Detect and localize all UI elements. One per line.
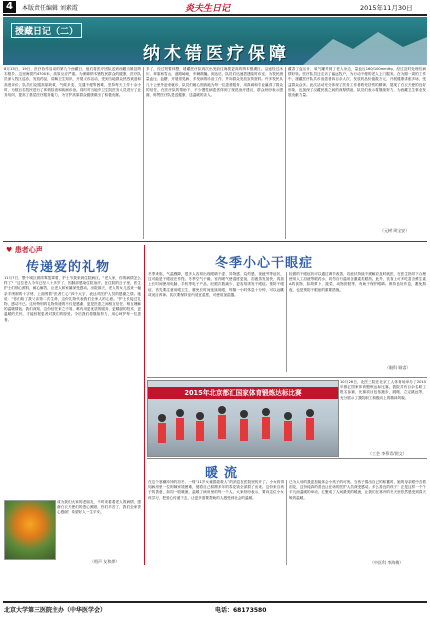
feature-banner [3, 17, 427, 65]
dry-eye-col1: 冬季来临，气温骤降，很多人容易出现眼睛干涩、异物感、烧灼感、视疲劳等症状，这可能是干眼症在作怪。冬季空气干燥，室内暖气使湿度更低，泪液蒸发加快，再加上长时间使用电脑、手机等电子产品，眨眼次数减少，更容易诱发干眼症。预防干眼症，首先要注意用眼卫生，避免长时间连续用眼，每隔一小时休息十分钟，可以远眺或闭目养神。其次要保持室内适宜湿度，可使用加湿器。 [148, 272, 284, 297]
heart-icon: ♥ [6, 246, 13, 254]
letter-title: 传递爱的礼物 [26, 260, 111, 275]
series-label: 援藏日记（二） [11, 23, 82, 38]
feature-body-col3: 藏香了血压计，氧气罐并到了老人身边，量血压160/100mmHg，经过及时处理后病情好转。医疗队员还走访了偏远牧户，为行动不便的老人上门服务。在为期一周的工作中，援藏医疗队共诊治患者四百余人次，发放药品价值数万元，开展健康讲座多场，受益群众众多。此次活动充分体现了医务工作者救死扶伤的精神，展现了白衣天使的良好形象，也加深了汉藏民族之间的深厚情谊，队员们表示将继续努力，为西藏卫生事业发展贡献力量。 [288, 67, 426, 98]
dry-eye-byline: （眼科 顾睿） [385, 365, 411, 370]
editor-line: 本版责任编辑 刘素霞 [22, 5, 78, 12]
dry-eye-title: 冬季小心干眼症 [215, 256, 314, 271]
warm-title: 暖流 [205, 466, 244, 481]
header-rule [3, 14, 427, 16]
feature-byline: （元树 周宝安） [380, 228, 410, 233]
feature-body-col1: 8月13日，19日，医疗协作启动的第九个西藏日，他们将医疗团队送到西藏当雄县纳木错乡。这里海拔约4700米，高原反应严重。为保障纳木错牧民群众的健康，医疗队员深入牧区巡诊，发放药品，讲解卫生知识，开展义诊活动，受到当地群众热烈欢迎和高度评价。队员们克服高原缺氧、气候多变、交通不便等困难，坚持每天工作十余小时，为数百名牧民进行了体格检查和疾病诊治。同时对当地乡卫生院医务人员进行了业务培训，提高了基层医疗服务能力，为守护高原群众健康做出了积极贡献。 [4, 67, 141, 98]
warm-col2: 已为人母的我更加能体会小孩子的可贵。当孩子捐出自己的积蓄时，她的母亲眼中含着泪花，这份纯真的善良让在场的医护人员深受感动。多么善良的孩子！正是这样一个个平凡而温暖的举动，汇聚成了人间最美的暖流，让我们在寒冷的冬天里依然感受到春天般的温暖。 [289, 480, 426, 500]
feature-title: 纳木错医疗保障 [143, 44, 290, 64]
event-byline: （工会 李慕青/图文） [368, 451, 407, 456]
section-divider [3, 241, 427, 242]
warm-col1: 在这个寒潮冲冲的初冬，一则“11岁女童捐款救人”的消息在医院里传开了。小女孩得知病房里一位阿姨家境困难，便将自己积攒多年的零花钱全部捐了出来。这份来自孩子的善意，如同一股暖流，温暖了病房里的每一个人。大家纷纷表示，要向这位小女孩学习，把爱心传递下去，让更多需要帮助的人感受到社会的温暖。 [148, 480, 284, 500]
event-caption: 10月26日，北医三院在北京工人体育场举办了2015年都汇国家体育锻炼达标比赛。我院共有百余名职工报名参赛，比赛项目包括跑步、跳绳、立定跳远等，充分展示了我院职工积极向上的精神风貌。 [340, 380, 426, 400]
letter-byline: （相声 友和烨） [90, 559, 120, 564]
column-rule [285, 67, 286, 239]
event-banner: 2015年北京都汇国家体育锻炼达标比赛 [148, 387, 338, 399]
page-number: 4 [3, 1, 16, 13]
column-rule [286, 272, 287, 372]
column-rule [286, 480, 287, 565]
letter-body: 11月7日，整个城区被浓雾笼罩着，护士节我来到住院病区。“老人家，你的病情怎么样了？”这位老人今年已经八十多岁了，因肺部感染住院治疗。在住院的日子里，医生护士们细心照料，耐心解答，让老人和家属深受感动。出院那天，老人的女儿送来一幅亲手绣制的十字绣，上面绣着“医者仁心”四个大字，表达对医护人员的感谢之情。她说：“你们给了我父亲第二次生命，这份礼物代表我们全家人的心意。”护士长接过礼物，感动不已。这份特别的礼物传递的不仅是感谢，更是医患之间相互信任、相互理解的温暖情谊。我们深知，这份信任来之不易，唯有用更优质的服务、更精湛的技术、更温暖的关怀，才能回报患者对我们的厚爱。今后我们将继续努力，用心呵护每一位患者。 [4, 276, 141, 322]
issue-date: 2015年11月30日 [360, 4, 413, 12]
footer-phone: 电话：68173580 [215, 607, 267, 614]
warm-byline: （中医科 李海梅） [370, 560, 404, 565]
footer-rule [3, 601, 427, 603]
letter-body-end: 成为我们大家的老朋友，不时来看看老人的病情，感谢白衣天使们的悉心照顾，你们辛苦了，我们全家衷心感谢！希望好人一生平安。 [57, 500, 141, 515]
section-tag [6, 245, 43, 255]
flower-photo [4, 500, 56, 560]
event-photo [147, 380, 339, 457]
column-rule [144, 245, 145, 565]
participants-graphic [148, 403, 338, 456]
mountain-graphic [303, 27, 427, 65]
footer-publisher: 北京大学第三医院主办（中华医学会） [4, 607, 107, 614]
masthead: 炎夫生日记 [185, 4, 231, 14]
section-divider [147, 458, 427, 459]
column-rule [143, 67, 144, 239]
section-divider [147, 377, 427, 378]
dry-eye-col2: 轻微的干眼症状可以通过调节改善，若症状持续不缓解应及时就医，在医生指导下合理使用人工泪液等眼药水，切勿自行滥用含激素类眼药。此外，饮食上可多吃富含维生素A的食物，如胡萝卜、菠菜、动物肝脏等，有助于保护眼睛。保持良好作息，避免熬夜，也是预防干眼症的重要措施。 [289, 272, 426, 292]
page-header [0, 0, 430, 14]
section-tag-label: 患者心声 [14, 246, 43, 254]
feature-body-col2: 多了，经过短暂休整，援藏医疗队再次出发前往海拔更高的纳木错湖区。沿途经过冰川、草原和雪山，道路崎岖，车辆颠簸。到达后，队员们迅速搭建临时诊室，为牧民测量血压、血糖，开展常见病、多发病的诊治工作，并向群众发放宣传资料。许多牧民从几十公里外赶来就诊，队员们耐心细致地为每一位患者服务，用真诚和专业赢得了群众的信任。在医疗队的帮助下，不少慢性病患者得到了规范治疗建议，群众纷纷表示感谢，称赞医疗队是送健康、送温暖的亲人。 [146, 67, 283, 98]
